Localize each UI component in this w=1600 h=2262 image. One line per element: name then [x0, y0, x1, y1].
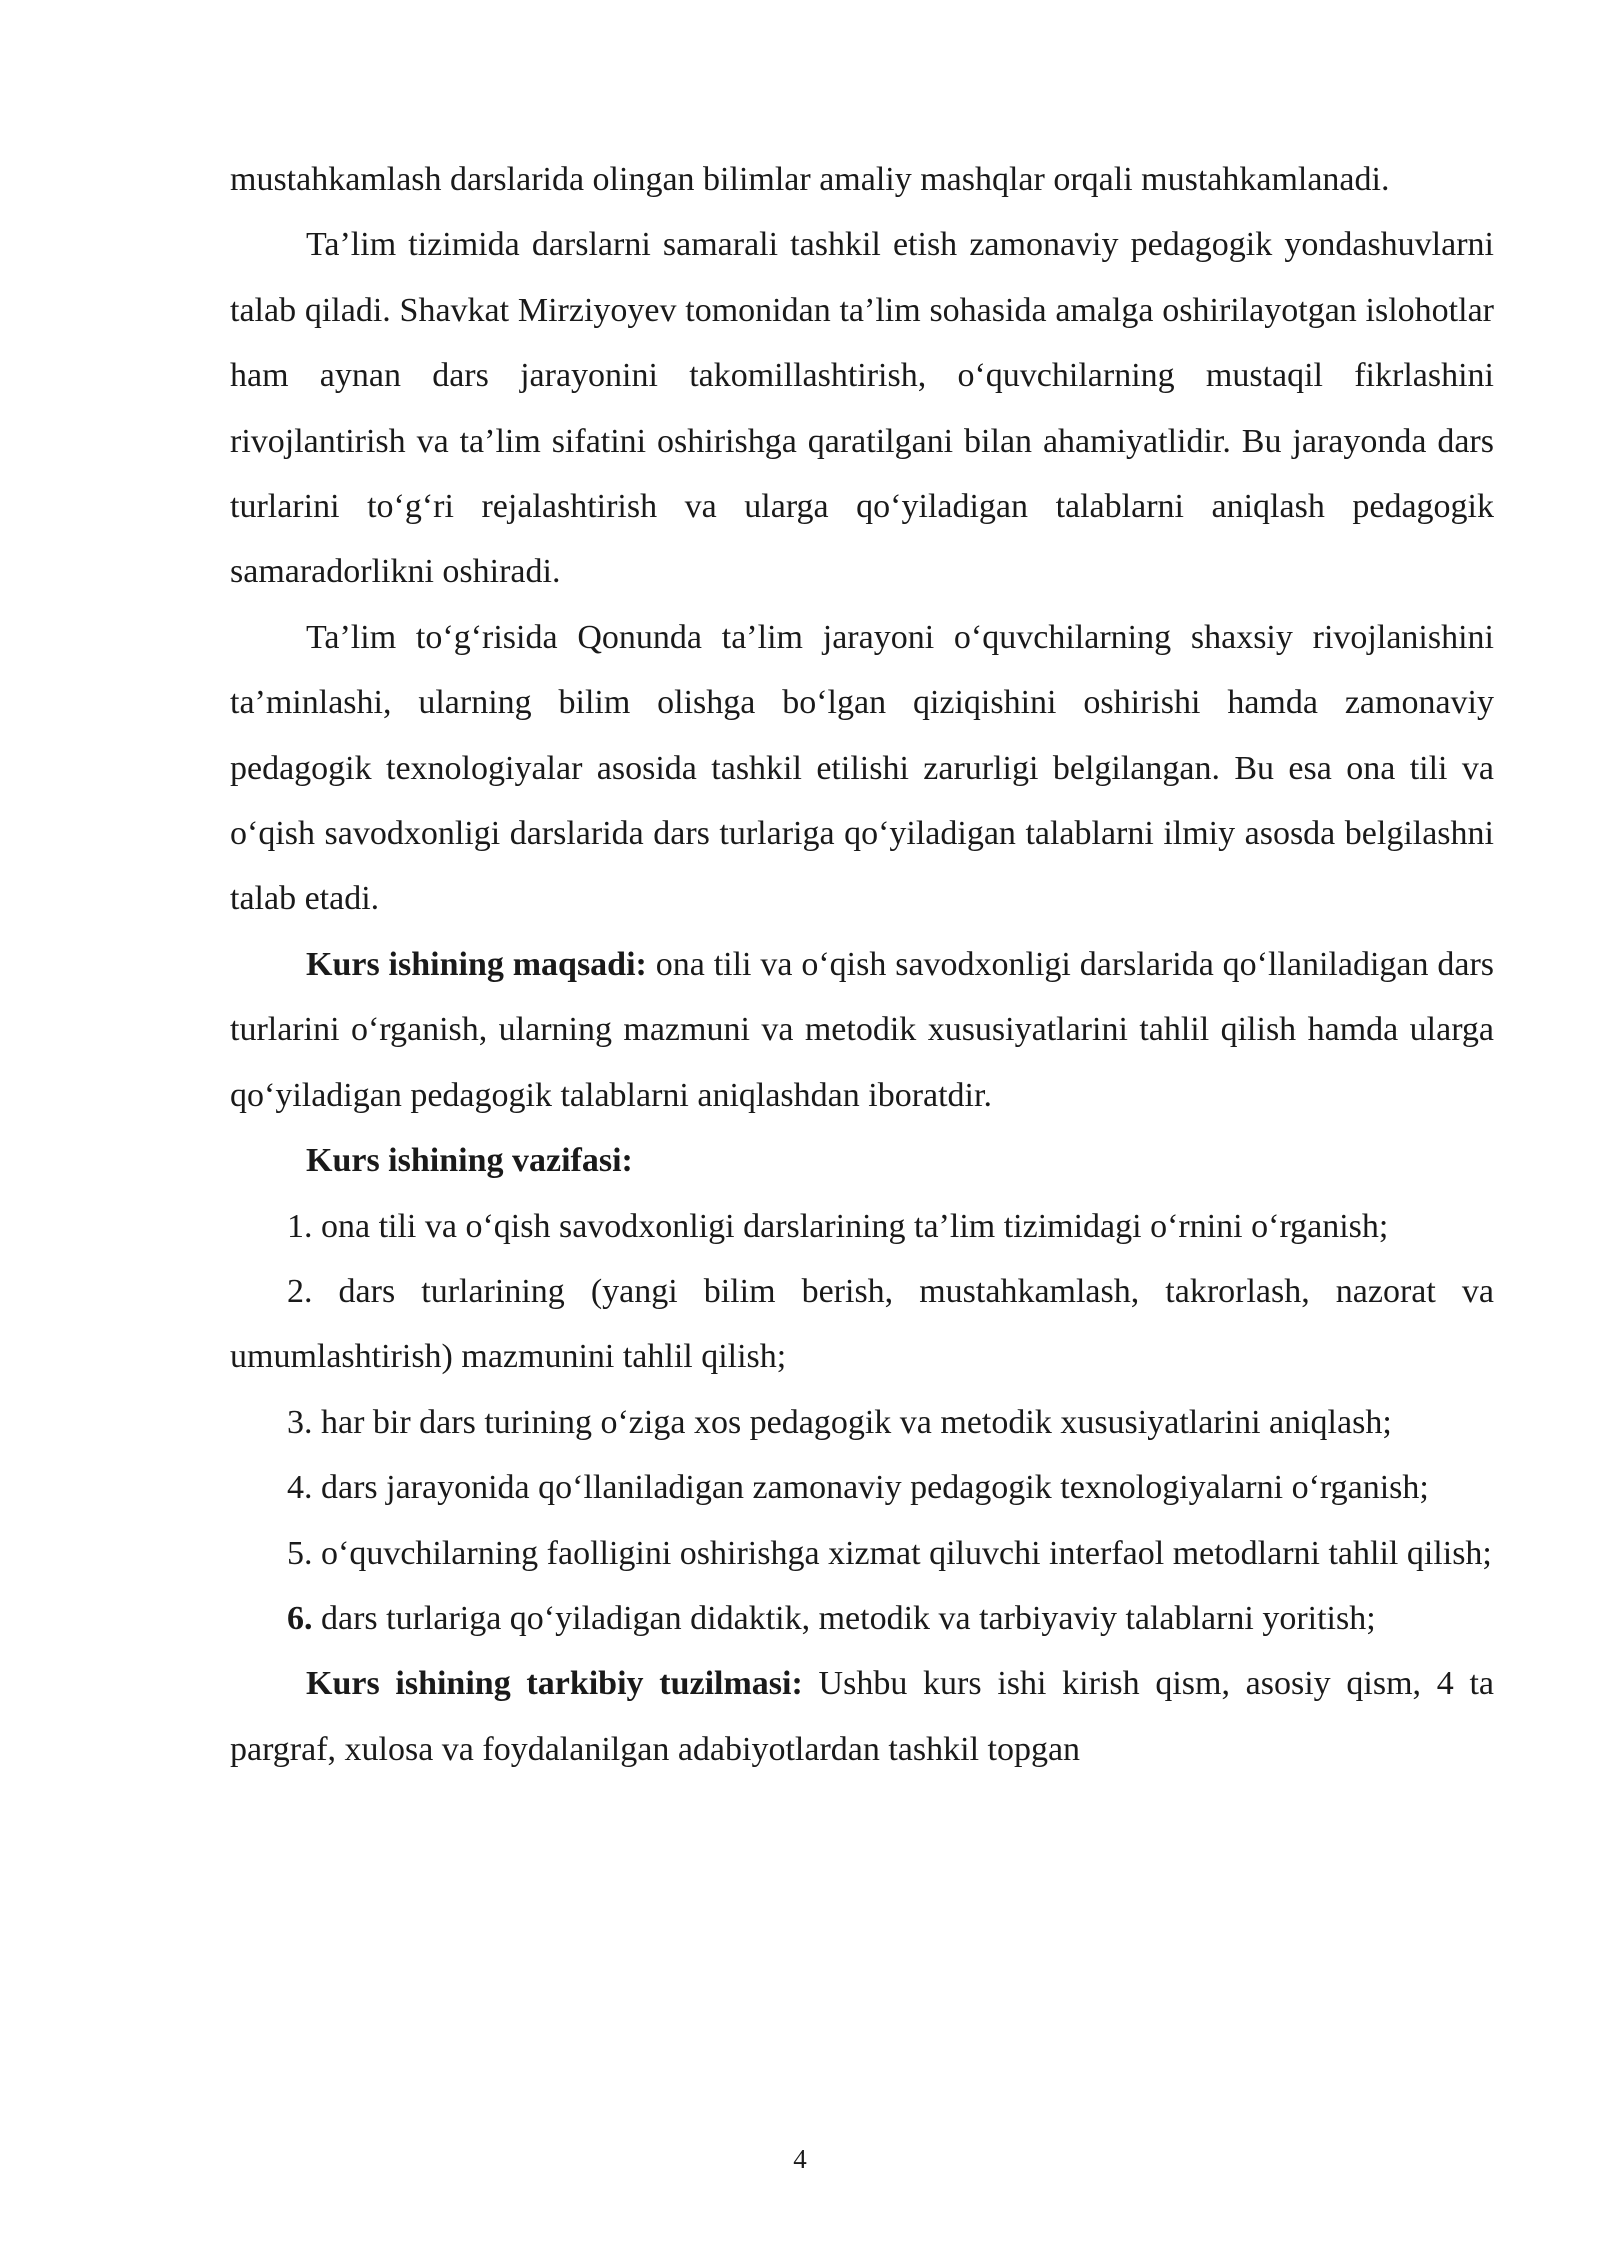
- page-number: 4: [793, 2144, 807, 2174]
- task-item-6: [230, 1586, 1494, 1651]
- task-item-1: [230, 1194, 1494, 1259]
- course-tasks-heading: [230, 1128, 1494, 1193]
- task-text: dars turlarining (yangi bilim berish, mustahkamlash, takrorlash, nazorat va umumlashtirish) mazmunini tahlil qilish;: [230, 1272, 1494, 1376]
- task-text: ona tili va o‘qish savodxonligi darslarining ta’lim tizimidagi o‘rnini o‘rganish;: [312, 1207, 1389, 1245]
- task-number: 4.: [287, 1469, 313, 1507]
- task-number: 1.: [287, 1207, 313, 1245]
- task-item-5: [230, 1521, 1494, 1586]
- task-number: 5.: [287, 1534, 313, 1572]
- task-number: 2.: [287, 1272, 313, 1310]
- task-number: 3.: [287, 1403, 313, 1441]
- course-goal-paragraph: [230, 932, 1494, 1128]
- course-tasks-label: Kurs ishining vazifasi:: [306, 1142, 633, 1180]
- paragraph-education-law: Ta’lim to‘g‘risida Qonunda ta’lim jarayoni o‘quvchilarning shaxsiy rivojlanishini ta’minlashi, ularning bilim olishga bo‘lgan qiziqishini oshirishi hamda zamonaviy pedagogik texnologiyalar asosida tashkil etilishi zarurligi belgilangan. Bu esa ona tili va o‘qish savodxonligi darslarida dars turlariga qo‘yiladigan talablarni ilmiy asosda belgilashni talab etadi.: [230, 618, 1494, 918]
- course-structure-label: Kurs ishining tarkibiy tuzilmasi:: [306, 1665, 803, 1703]
- course-structure-text: Ushbu kurs ishi kirish qism, asosiy qism, 4 ta pargraf, xulosa va foydalanilgan adabiyotlardan tashkil topgan: [230, 1665, 1494, 1768]
- task-text: o‘quvchilarning faolligini oshirishga xizmat qiluvchi interfaol metodlarni tahlil qilish;: [312, 1534, 1492, 1572]
- task-text: har bir dars turining o‘ziga xos pedagogik va metodik xususiyatlarini aniqlash;: [312, 1403, 1392, 1441]
- paragraph-education-system: Ta’lim tizimida darslarni samarali tashkil etish zamonaviy pedagogik yondashuvlarni talab qiladi. Shavkat Mirziyoyev tomonidan ta’lim sohasida amalga oshirilayotgan islohotlar ham aynan dars jarayonini takomillashtirish, o‘quvchilarning mustaqil fikrlashini rivojlantirish va ta’lim sifatini oshirishga qaratilgani bilan ahamiyatlidir. Bu jarayonda dars turlarini to‘g‘ri rejalashtirish va ularga qo‘yiladigan talablarni aniqlash pedagogik samaradorlikni oshiradi.: [230, 226, 1494, 591]
- paragraph-continuation: mustahkamlash darslarida olingan bilimlar amaliy mashqlar orqali mustahkamlanadi.: [230, 161, 1390, 198]
- task-text: dars jarayonida qo‘llaniladigan zamonaviy pedagogik texnologiyalarni o‘rganish;: [312, 1469, 1429, 1507]
- task-text: dars turlariga qo‘yiladigan didaktik, metodik va tarbiyaviy talablarni yoritish;: [312, 1599, 1376, 1637]
- document-page: [230, 147, 1494, 1782]
- task-item-2: [230, 1259, 1494, 1390]
- task-item-4: [230, 1455, 1494, 1520]
- task-number: 6.: [287, 1599, 313, 1637]
- course-structure-paragraph: [230, 1651, 1494, 1782]
- task-item-3: [230, 1390, 1494, 1455]
- course-goal-text: ona tili va o‘qish savodxonligi darslarida qo‘llaniladigan dars turlarini o‘rganish, ularning mazmuni va metodik xususiyatlarini tahlil qilish hamda ularga qo‘yiladigan pedagogik talablarni aniqlashdan iboratdir.: [230, 945, 1495, 1114]
- course-goal-label: Kurs ishining maqsadi:: [306, 945, 647, 983]
